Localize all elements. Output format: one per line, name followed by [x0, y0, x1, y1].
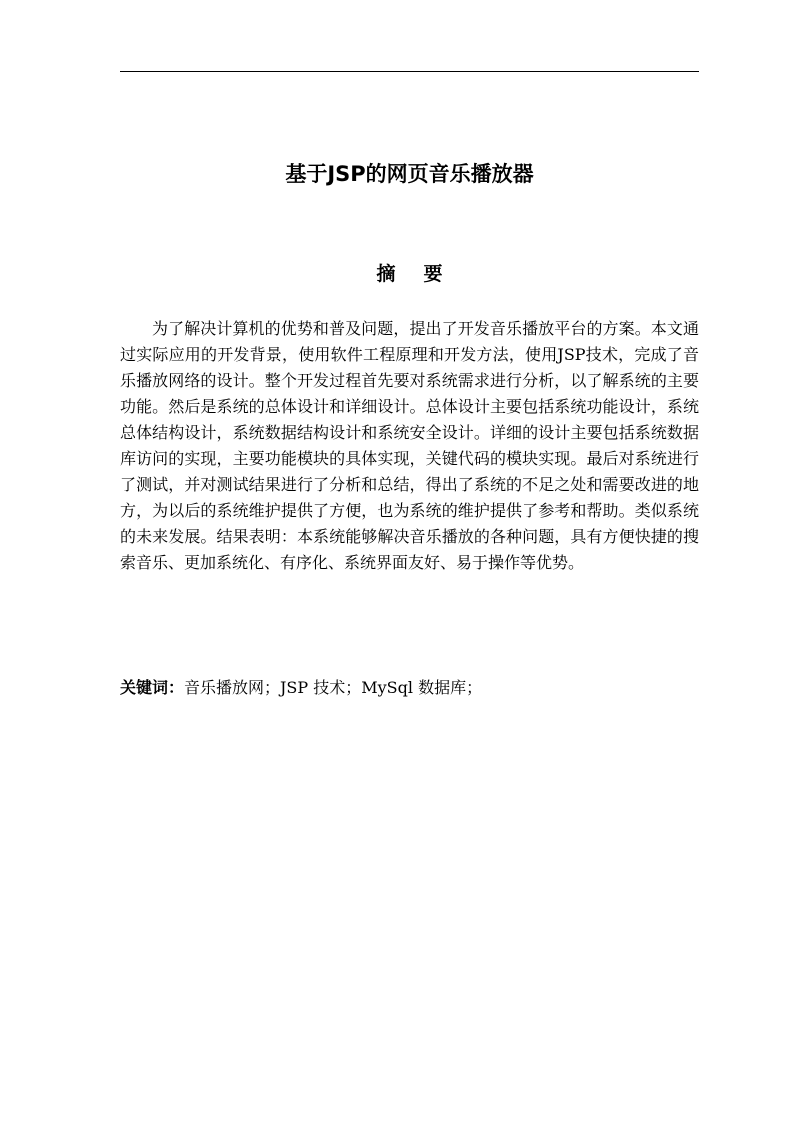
paper-title: 基于JSP的网页音乐播放器 — [285, 162, 534, 186]
keywords-value: 音乐播放网；JSP 技术；MySql 数据库； — [184, 678, 483, 697]
abstract-body: 为了解决计算机的优势和普及问题，提出了开发音乐播放平台的方案。本文通过实际应用的开发背景，使用软件工程原理和开发方法，使用JSP技术，完成了音乐播放网络的设计。整个开发过程首先要对系统需求进行分析，以了解系统的主要功能。然后是系统的总体设计和详细设计。总体设计主要包括系统功能设计，系统总体结构设计，系统数据结构设计和系统安全设计。详细的设计主要包括系统数据库访问的实现，主要功能模块的具体实现，关键代码的模块实现。最后对系统进行了测试，并对测试结果进行了分析和总结，得出了系统的不足之处和需要改进的地方，为以后的系统维护提供了方便，也为系统的维护提供了参考和帮助。类似系统的未来发展。结果表明：本系统能够解决音乐播放的各种问题，具有方便快捷的搜索音乐、更加系统化、有序化、系统界面友好、易于操作等优势。 — [120, 319, 699, 572]
keywords-line — [120, 675, 699, 701]
abstract-heading: 摘要 — [376, 263, 471, 285]
header-rule — [120, 71, 699, 72]
keywords-label: 关键词： — [120, 678, 185, 697]
